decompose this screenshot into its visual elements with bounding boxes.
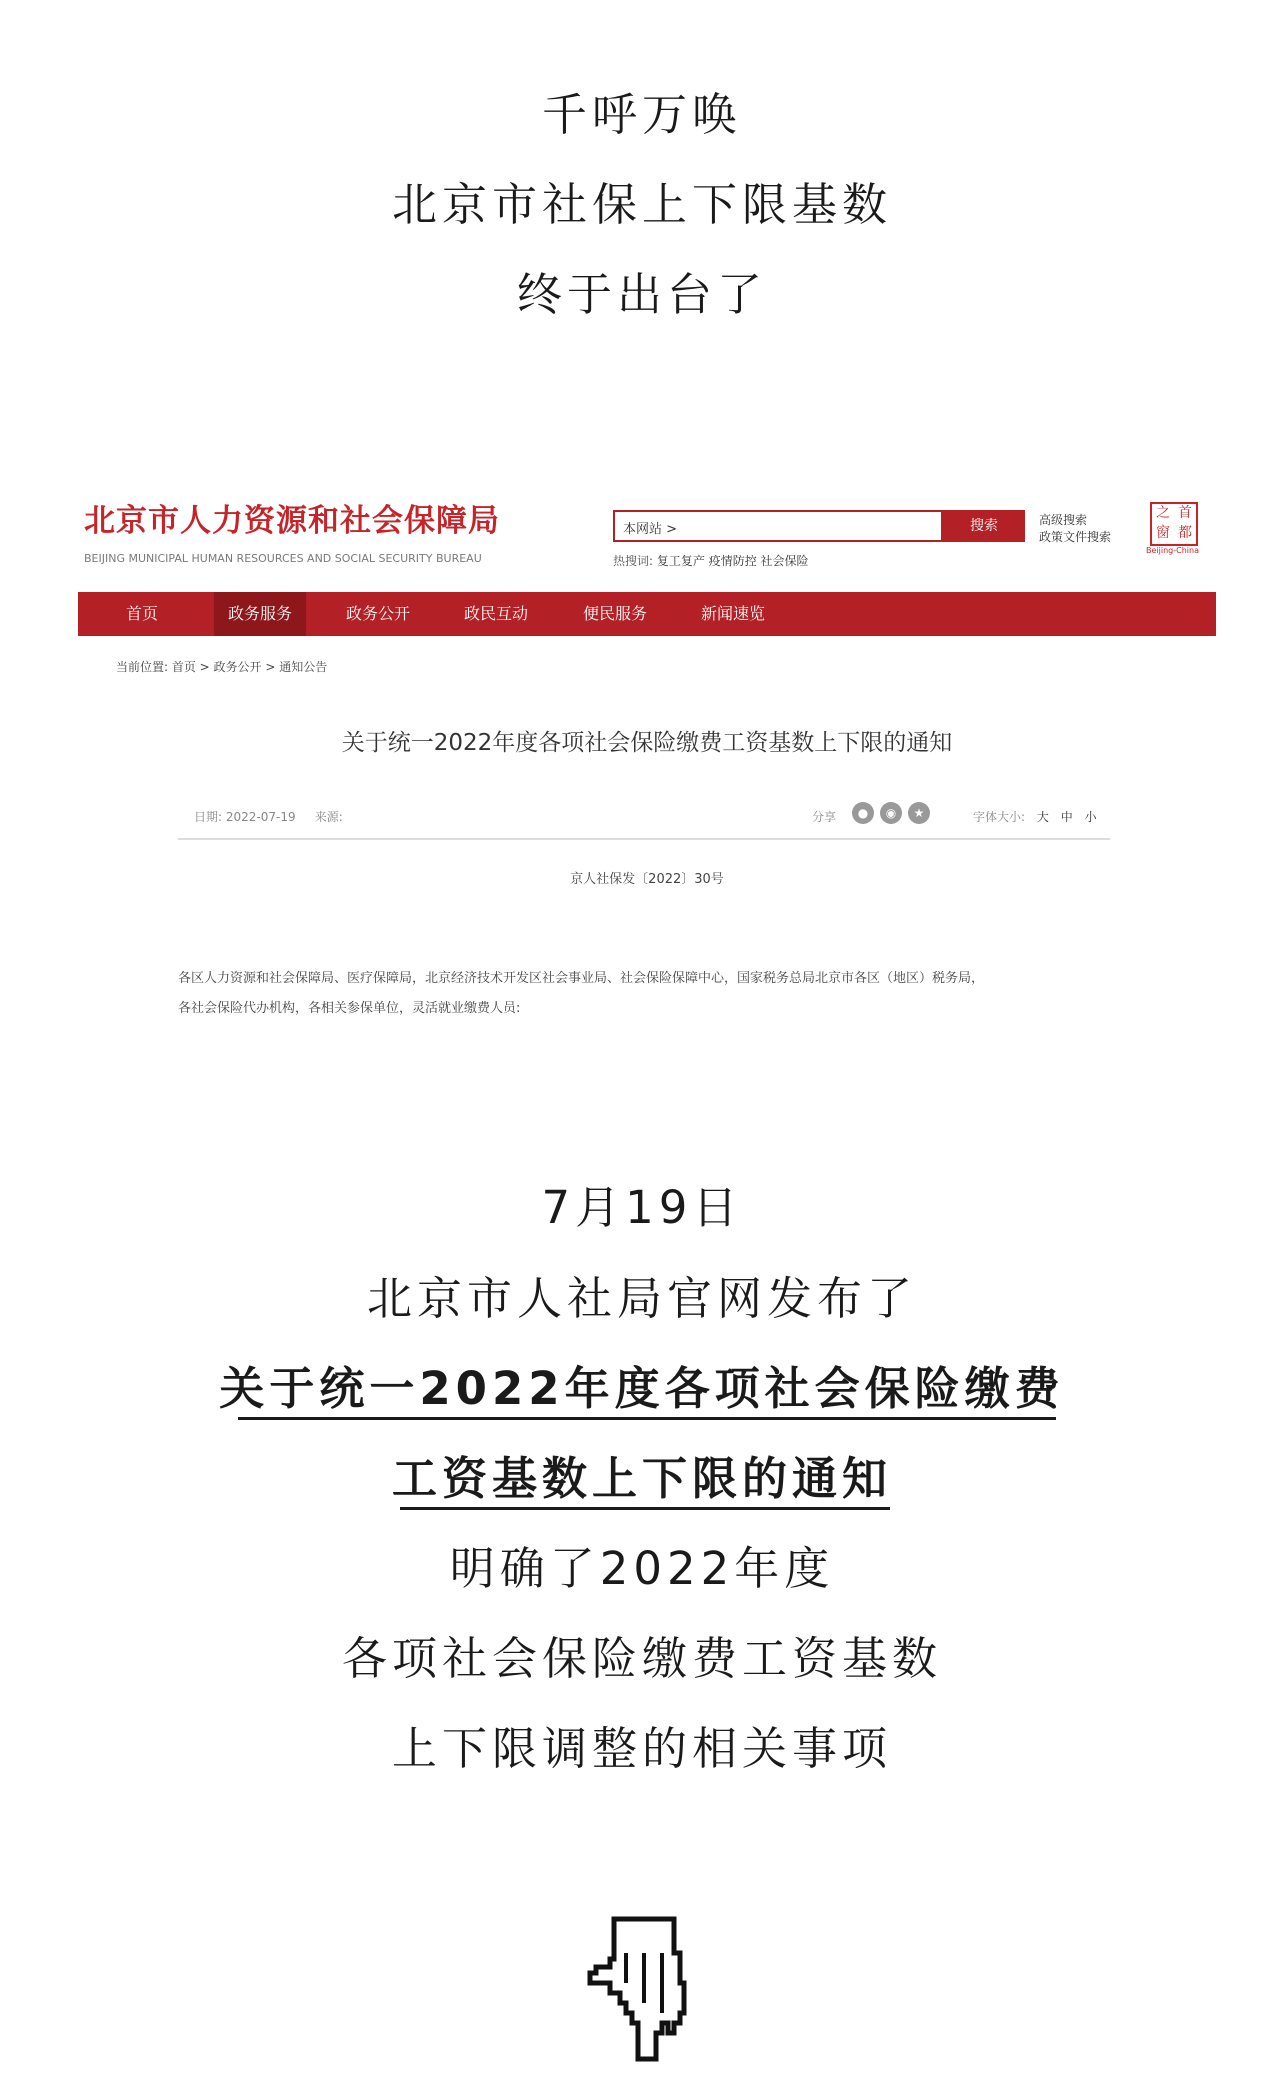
intro-line-1: 千呼万唤	[541, 88, 742, 141]
site-logo-subtitle: BEIJING MUNICIPAL HUMAN RESOURCES AND SOCIAL SECURITY BUREAU	[84, 552, 482, 565]
body-line-5: 明确了2022年度	[449, 1542, 835, 1595]
nav-convenience[interactable]: 便民服务	[583, 604, 648, 623]
hot-search-terms	[613, 552, 809, 569]
font-size-large[interactable]: 大	[1036, 810, 1049, 824]
body-line-7: 上下限调整的相关事项	[391, 1722, 892, 1775]
intro-line-2: 北京市社保上下限基数	[391, 178, 892, 231]
capital-seal-logo	[1150, 502, 1198, 546]
document-meta	[194, 808, 343, 825]
body-line-1: 各区人力资源和社会保障局、医疗保障局，北京经济技术开发区社会事业局、社会保险保障中心，国家税务总局北京市各区（地区）税务局，	[178, 971, 985, 986]
date-label: 日期: 2022-07-19	[194, 810, 296, 824]
body-line-2: 北京市人社局官网发布了	[366, 1272, 917, 1325]
body-date: 7月19日	[541, 1181, 743, 1234]
seal-char: 首	[1178, 505, 1192, 521]
search-scope[interactable]: 本网站 >	[623, 522, 678, 537]
wechat-icon[interactable]: ●	[852, 802, 874, 824]
seal-caption: Beijing-China	[1146, 546, 1199, 555]
share-label: 分享	[812, 810, 837, 824]
hot-terms[interactable]: 复工复产 疫情防控 社会保险	[656, 554, 809, 568]
document-body	[178, 964, 1118, 1024]
search-button[interactable]: 搜索	[943, 510, 1025, 542]
advanced-search-link[interactable]: 高级搜索	[1039, 513, 1088, 527]
nav-home[interactable]: 首页	[126, 604, 159, 623]
breadcrumb[interactable]: 当前位置: 首页 > 政务公开 > 通知公告	[116, 660, 328, 674]
nav-public[interactable]: 政务公开	[346, 604, 411, 623]
site-logo-title[interactable]: 北京市人力资源和社会保障局	[84, 503, 500, 539]
document-title: 关于统一2022年度各项社会保险缴费工资基数上下限的通知	[341, 730, 953, 756]
hot-label: 热搜词:	[613, 554, 654, 568]
seal-char: 都	[1178, 525, 1192, 541]
document-number: 京人社保发〔2022〕30号	[570, 872, 724, 887]
nav-interaction[interactable]: 政民互动	[464, 604, 529, 623]
advanced-search-links	[1039, 512, 1111, 546]
highlight-title-1: 关于统一2022年度各项社会保险缴费	[219, 1362, 1065, 1415]
star-icon[interactable]: ★	[908, 802, 930, 824]
body-line-6: 各项社会保险缴费工资基数	[341, 1632, 942, 1685]
website-screenshot	[78, 470, 1216, 1034]
body-line-2: 各社会保险代办机构，各相关参保单位，灵活就业缴费人员:	[178, 1001, 521, 1016]
nav-news[interactable]: 新闻速览	[701, 604, 766, 623]
nav-services[interactable]: 政务服务	[214, 592, 306, 636]
font-size-medium[interactable]: 中	[1060, 810, 1073, 824]
underline-2	[400, 1507, 890, 1510]
seal-char: 之	[1156, 505, 1170, 521]
font-size-label: 字体大小:	[973, 810, 1026, 824]
pointing-hand-icon	[584, 1913, 704, 2063]
intro-line-3: 终于出台了	[516, 268, 767, 321]
underline-1	[238, 1417, 1056, 1420]
font-size-control	[973, 808, 1097, 825]
font-size-small[interactable]: 小	[1084, 810, 1097, 824]
divider	[178, 838, 1110, 840]
source-label: 来源:	[314, 810, 343, 824]
weibo-icon[interactable]: ◉	[880, 802, 902, 824]
highlight-title-2: 工资基数上下限的通知	[391, 1452, 892, 1505]
main-nav-bar	[78, 592, 1216, 636]
policy-search-link[interactable]: 政策文件搜索	[1039, 530, 1112, 544]
seal-char: 窗	[1156, 525, 1170, 541]
site-search-input[interactable]	[613, 510, 943, 542]
